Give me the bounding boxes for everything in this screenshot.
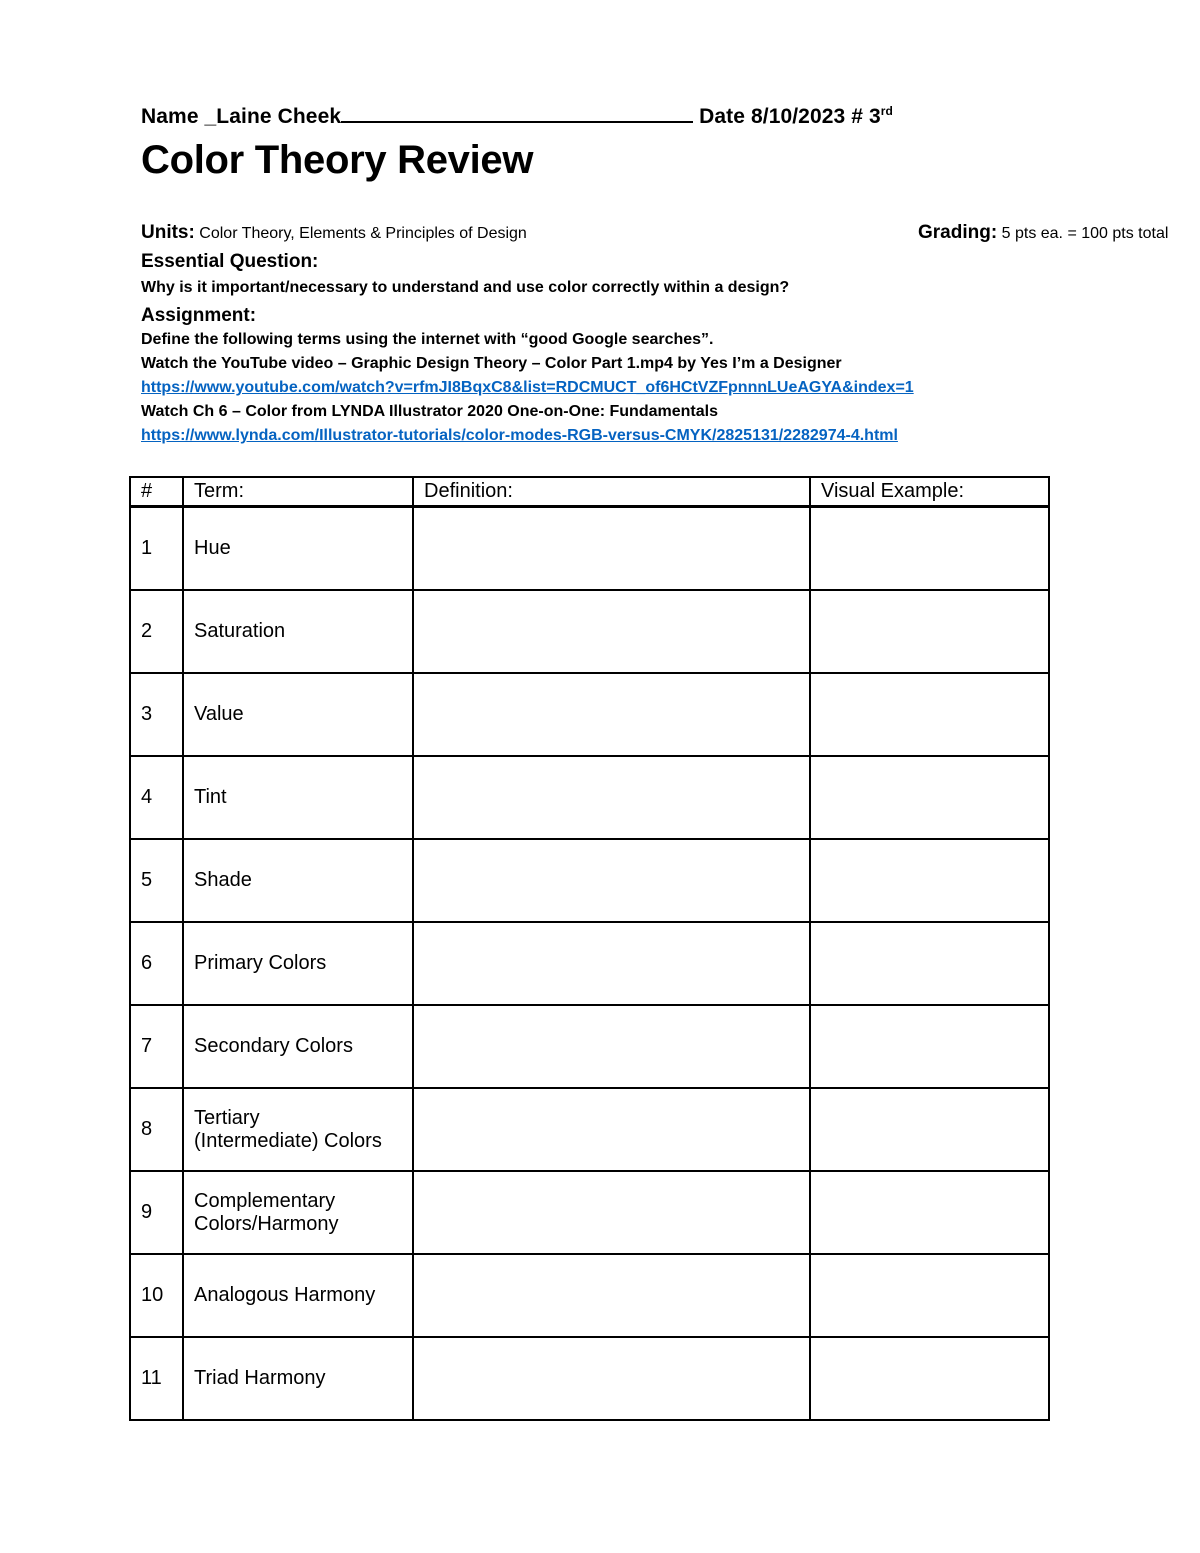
assignment-heading <box>141 305 1053 327</box>
table-row <box>130 1088 1049 1171</box>
table-row <box>130 756 1049 839</box>
term-cell <box>183 507 413 591</box>
assignment-label: Assignment: <box>141 305 257 326</box>
term-cell <box>183 756 413 839</box>
assignment-text-1: Define the following terms using the internet with “good Google searches”. <box>141 331 714 348</box>
term-cell <box>183 922 413 1005</box>
table-row <box>130 922 1049 1005</box>
terms-table <box>129 476 1050 1421</box>
table-row <box>130 1005 1049 1088</box>
definition-cell[interactable] <box>413 922 810 1005</box>
grading-value: 5 pts ea. = 100 pts total <box>1001 225 1169 242</box>
essential-question-label: Essential Question: <box>141 251 319 272</box>
term-label: Shade <box>194 869 252 891</box>
grading-block <box>918 222 1168 244</box>
row-number: 8 <box>130 1088 183 1171</box>
term-label: Analogous Harmony <box>194 1284 376 1306</box>
header-term: Term: <box>183 477 413 507</box>
table-row <box>130 507 1049 591</box>
visual-example-cell[interactable] <box>810 1254 1049 1337</box>
grading-label: Grading: <box>918 222 998 243</box>
term-label: Secondary Colors <box>194 1035 353 1057</box>
table-row <box>130 590 1049 673</box>
visual-example-cell[interactable] <box>810 1171 1049 1254</box>
table-row <box>130 1337 1049 1420</box>
header-line <box>141 103 893 129</box>
definition-cell[interactable] <box>413 756 810 839</box>
row-number: 10 <box>130 1254 183 1337</box>
header-definition: Definition: <box>413 477 810 507</box>
term-label: Triad Harmony <box>194 1367 326 1389</box>
row-number: 6 <box>130 922 183 1005</box>
table-header-row <box>130 477 1049 507</box>
definition-cell[interactable] <box>413 1088 810 1171</box>
row-number: 3 <box>130 673 183 756</box>
assignment-line-2 <box>141 355 1053 373</box>
visual-example-cell[interactable] <box>810 590 1049 673</box>
date-label: Date 8/10/2023 # 3 <box>699 105 881 128</box>
term-label: Tertiary <box>194 1106 260 1129</box>
term-label: Value <box>194 703 244 725</box>
terms-body <box>130 507 1049 1421</box>
term-label: Hue <box>194 537 231 559</box>
term-cell <box>183 1005 413 1088</box>
assignment-text-2: Watch the YouTube video – Graphic Design Theory – Color Part 1.mp4 by Yes I’m a Designer <box>141 355 842 372</box>
term-label: Complementary <box>194 1189 336 1212</box>
assignment-line-1 <box>141 331 1053 349</box>
table-row <box>130 1254 1049 1337</box>
definition-cell[interactable] <box>413 1005 810 1088</box>
name-underline <box>341 103 693 123</box>
definition-cell[interactable] <box>413 673 810 756</box>
row-number: 1 <box>130 507 183 591</box>
term-cell <box>183 839 413 922</box>
youtube-link[interactable]: https://www.youtube.com/watch?v=rfmJI8BqxC8&list=RDCMUCT_of6HCtVZFpnnnLUeAGYA&index=1 <box>141 379 914 396</box>
row-number: 9 <box>130 1171 183 1254</box>
youtube-link-row <box>141 379 1053 397</box>
definition-cell[interactable] <box>413 1337 810 1420</box>
header-number: # <box>130 477 183 507</box>
table-row <box>130 673 1049 756</box>
lynda-link[interactable]: https://www.lynda.com/Illustrator-tutorials/color-modes-RGB-versus-CMYK/2825131/2282974-4.html <box>141 427 898 444</box>
units-row <box>141 222 1169 244</box>
name-label: Name _Laine Cheek <box>141 105 342 128</box>
visual-example-cell[interactable] <box>810 922 1049 1005</box>
visual-example-cell[interactable] <box>810 1088 1049 1171</box>
essential-question-text <box>141 279 1053 297</box>
essential-question-body: Why is it important/necessary to understand and use color correctly within a design? <box>141 279 790 296</box>
term-cell <box>183 1254 413 1337</box>
table-row <box>130 839 1049 922</box>
term-cell <box>183 590 413 673</box>
row-number: 7 <box>130 1005 183 1088</box>
assignment-text-3: Watch Ch 6 – Color from LYNDA Illustrator 2020 One-on-One: Fundamentals <box>141 403 718 420</box>
row-number: 4 <box>130 756 183 839</box>
row-number: 2 <box>130 590 183 673</box>
page-title: Color Theory Review <box>141 138 534 182</box>
term-cell <box>183 1337 413 1420</box>
visual-example-cell[interactable] <box>810 1337 1049 1420</box>
term-label: Saturation <box>194 620 286 642</box>
term-label-line-2: (Intermediate) Colors <box>194 1129 382 1152</box>
visual-example-cell[interactable] <box>810 673 1049 756</box>
essential-question-heading <box>141 251 1053 273</box>
date-superscript: rd <box>880 104 893 118</box>
table-row <box>130 1171 1049 1254</box>
lynda-link-row <box>141 427 1053 445</box>
definition-cell[interactable] <box>413 507 810 591</box>
assignment-line-3 <box>141 403 1053 421</box>
term-cell <box>183 673 413 756</box>
definition-cell[interactable] <box>413 839 810 922</box>
visual-example-cell[interactable] <box>810 839 1049 922</box>
term-label: Tint <box>194 786 227 808</box>
definition-cell[interactable] <box>413 1171 810 1254</box>
visual-example-cell[interactable] <box>810 1005 1049 1088</box>
header-visual-example: Visual Example: <box>810 477 1049 507</box>
row-number: 11 <box>130 1337 183 1420</box>
definition-cell[interactable] <box>413 1254 810 1337</box>
units-label: Units: <box>141 222 195 243</box>
visual-example-cell[interactable] <box>810 756 1049 839</box>
units-value: Color Theory, Elements & Principles of Design <box>199 225 527 242</box>
definition-cell[interactable] <box>413 590 810 673</box>
visual-example-cell[interactable] <box>810 507 1049 591</box>
term-cell <box>183 1088 413 1171</box>
term-label-line-2: Colors/Harmony <box>194 1212 339 1235</box>
row-number: 5 <box>130 839 183 922</box>
term-label: Primary Colors <box>194 952 327 974</box>
term-cell <box>183 1171 413 1254</box>
